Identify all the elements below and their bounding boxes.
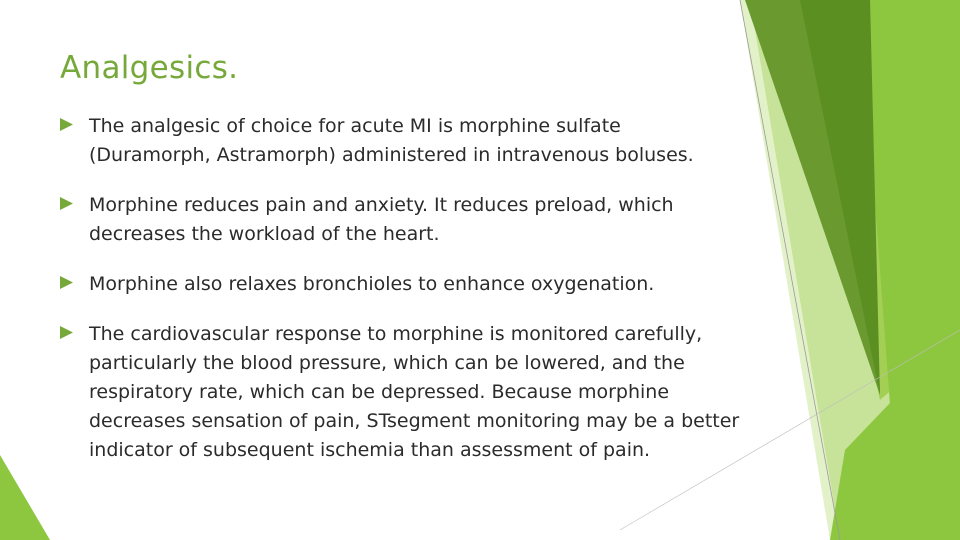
facet-left-corner: [0, 455, 50, 540]
slide-title: Analgesics.: [60, 50, 239, 86]
bullet-text: Morphine also relaxes bronchioles to enhance oxygenation.: [89, 273, 655, 295]
bullet-text: The cardiovascular response to morphine is monitored carefully, particularly the blood pressure, which can be lowered, and the respiratory rate, which can be depressed. Because morphine decreases sensation of pain, STsegment monitoring may be a better indicator of subsequent ischemia than assessment of pain.: [89, 323, 740, 461]
bullet-item: [60, 112, 740, 170]
bullet-item: [60, 191, 740, 249]
bullet-text: Morphine reduces pain and anxiety. It reduces preload, which decreases the workload of the heart.: [89, 194, 674, 245]
bullet-list: [60, 112, 740, 486]
bullet-item: [60, 270, 740, 299]
triangle-right-icon: [60, 118, 73, 131]
triangle-right-icon: [60, 197, 73, 210]
bullet-item: [60, 320, 740, 465]
bullet-text: The analgesic of choice for acute MI is morphine sulfate (Duramorph, Astramorph) administered in intravenous boluses.: [89, 115, 694, 166]
triangle-right-icon: [60, 276, 73, 289]
triangle-right-icon: [60, 326, 73, 339]
